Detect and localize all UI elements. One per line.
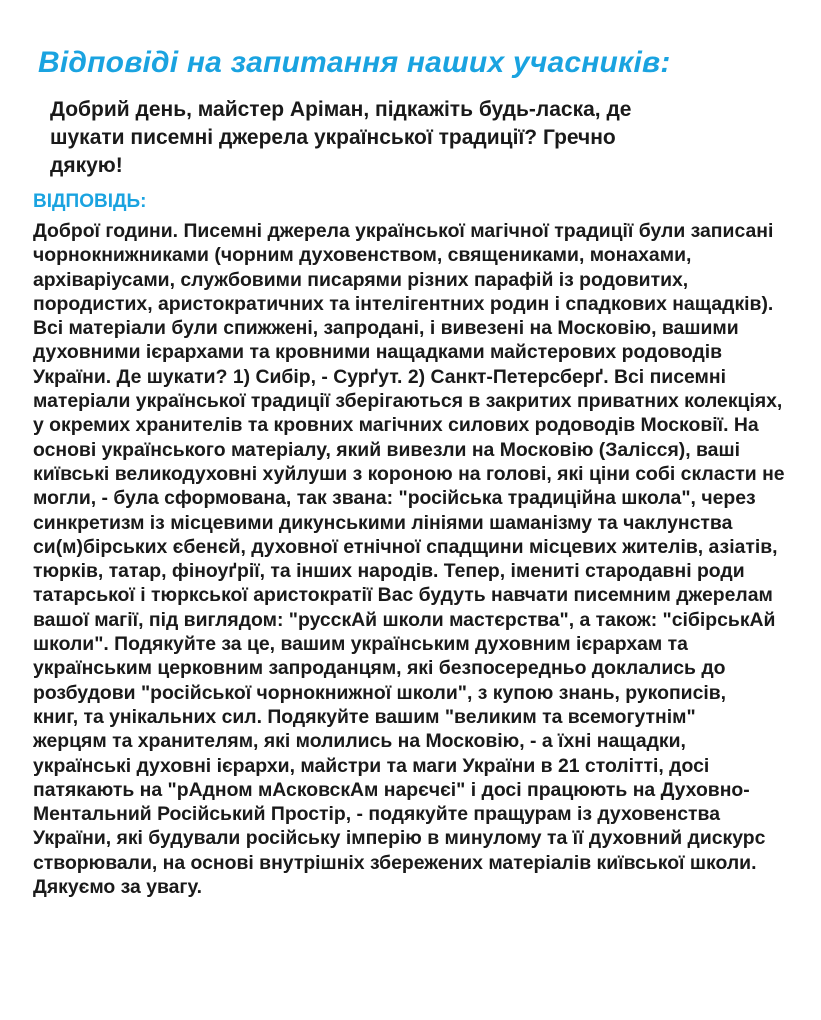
answer-line: Всі матеріали були спижжені, запродані, і вивезені на Московію, вашими	[33, 317, 739, 340]
answer-line: могли, - була сформована, так звана: "російська традиційна школа", через	[33, 487, 756, 510]
answer-line: синкретизм із місцевими дикунськими лініями шаманізму та чаклунства	[33, 511, 733, 534]
question-line: дякую!	[50, 154, 123, 177]
answer-line: українські духовні ієрархи, майстри та маги України в 21 столітті, досі	[33, 754, 710, 777]
answer-text	[33, 219, 785, 899]
answer-line: матеріали української традиції зберігаються в закритих приватних колекціях,	[33, 390, 783, 413]
answer-line: татарської і тюркської аристократії Вас будуть навчати писемним джерелам	[33, 584, 773, 607]
answer-line: у окремих хранителів та кровних магічних силових родоводів Московії. На	[33, 414, 759, 437]
answer-line: жерцям та хранителям, які молились на Московію, - а їхні нащадки,	[33, 730, 686, 753]
answer-line: створювали, на основі внутрішніх збережених матеріалів київської школи.	[33, 851, 757, 874]
answer-line: українським церковним запроданцям, які безпосередньо доклались до	[33, 657, 726, 680]
answer-label: ВІДПОВІДЬ:	[33, 191, 147, 212]
answer-line: Доброї години. Писемні джерела української магічної традиції були записані	[33, 220, 774, 242]
answer-line: України. Де шукати? 1) Сибір, - Сурґут. 2) Санкт-Петерсберґ. Всі писемні	[33, 365, 726, 388]
answer-line: вашої магії, під виглядом: "русскАй школи мастєрства", а також: "сібірськАй	[33, 608, 776, 631]
answer-line: архіваріусами, службовими писарями різних парафій із родовитих,	[33, 268, 689, 291]
answer-line: тюрків, татар, фіноуґрії, та інших народів. Тепер, імениті стародавні роди	[33, 560, 745, 583]
answer-line: чорнокнижниками (чорним духовенством, священиками, монахами,	[33, 244, 692, 267]
question-line: шукати писемні джерела української традиції? Гречно	[50, 126, 616, 149]
answer-line: київські великодуховні хуйлуши з короною на голові, які ціни собі скласти не	[33, 462, 785, 485]
answer-line: патякають на "рАдном мАсковскАм нарєчєі" і досі працюють на Духовно-	[33, 778, 750, 801]
answer-line: книг, та унікальних сил. Подякуйте вашим "великим та всемогутнім"	[33, 705, 696, 728]
answer-line: Дякуємо за увагу.	[33, 876, 202, 899]
answer-line: си(м)бірських єбенєй, духовної етнічної спадщини місцевих жителів, азіатів,	[33, 535, 778, 558]
answer-line: розбудови "російської чорнокнижної школи", з купою знань, рукописів,	[33, 681, 727, 704]
question-line: Добрий день, майстер Аріман, підкажіть будь-ласка, де	[50, 98, 632, 121]
answer-line: основі українського матеріалу, який вивезли на Московію (Залісся), ваші	[33, 438, 740, 461]
question-text	[50, 96, 700, 180]
answer-line: духовними ієрархами та кровними нащадками майстерових родоводів	[33, 341, 723, 364]
answer-line: України, які будували російську імперію в минулому та її духовний дискурс	[33, 827, 766, 850]
answer-line: школи". Подякуйте за це, вашим українським духовним ієрархам та	[33, 633, 688, 656]
answer-line: Ментальний Російський Простір, - подякуйте пращурам із духовенства	[33, 803, 720, 826]
answer-line: породистих, аристократичних та інтелігентних родин і спадкових нащадків).	[33, 292, 774, 315]
page-heading: Відповіді на запитання наших учасників:	[38, 46, 671, 79]
